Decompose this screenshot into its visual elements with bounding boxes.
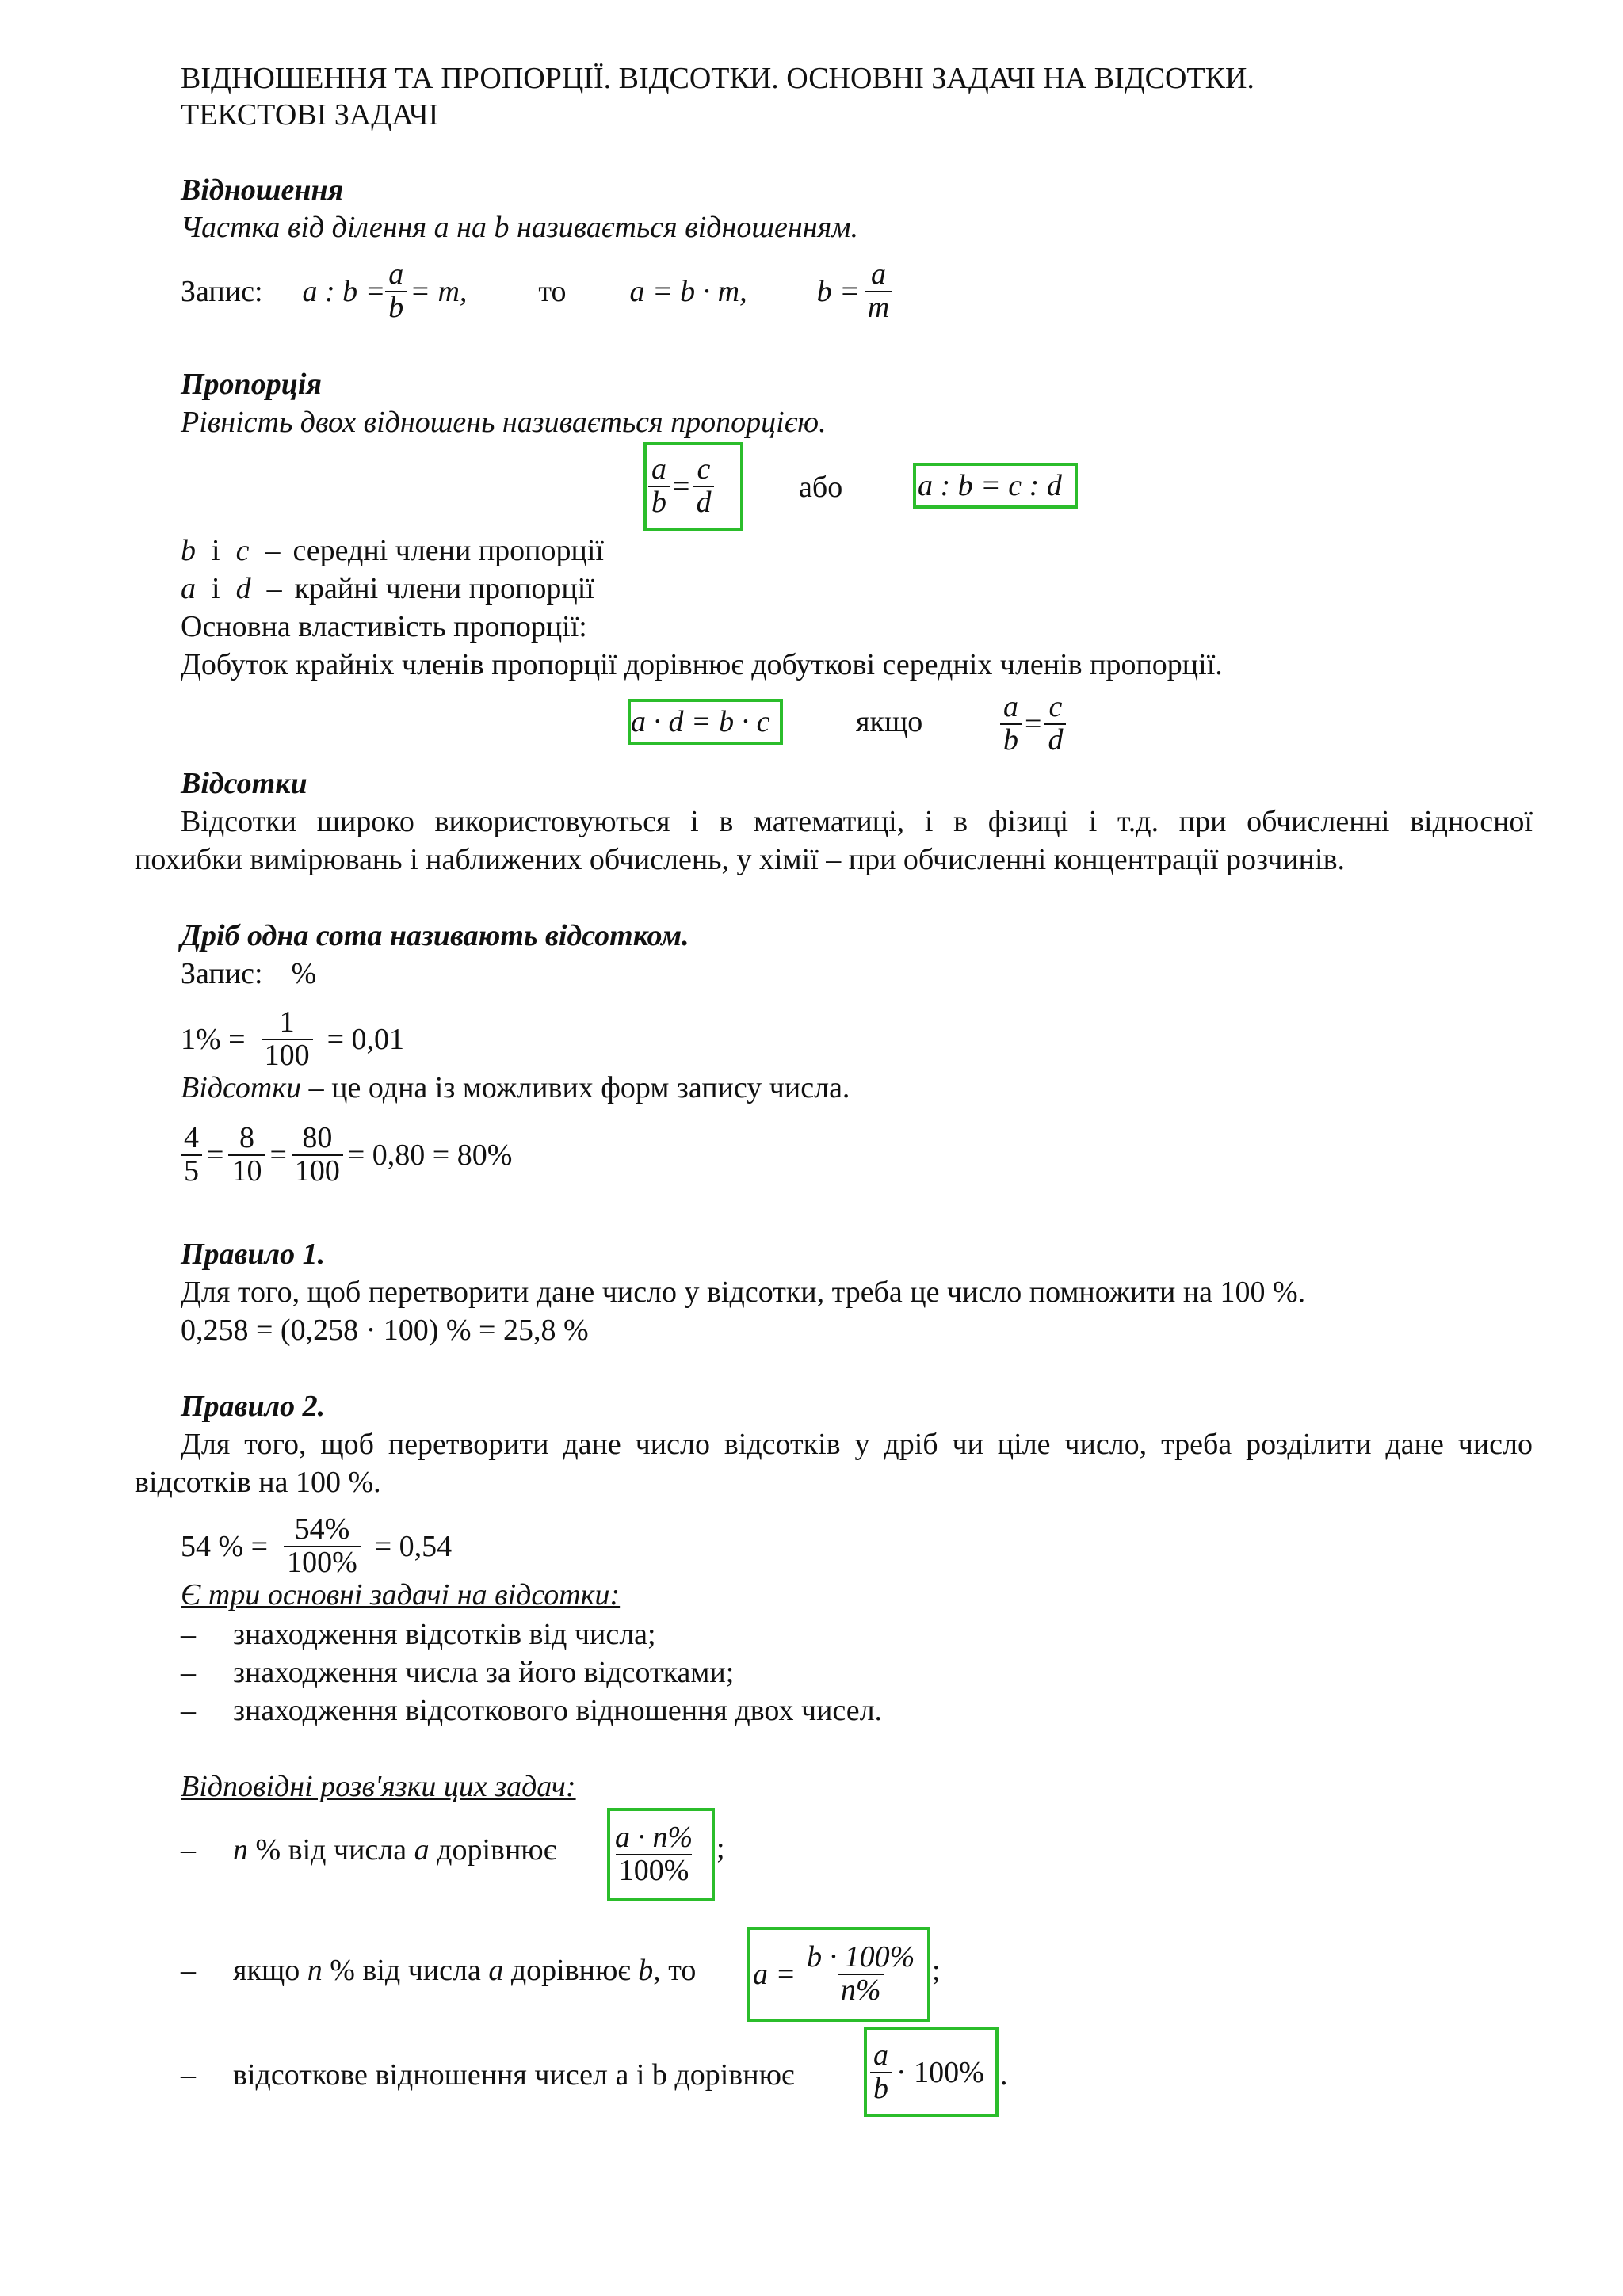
ratio-expr3: b =	[816, 275, 860, 308]
rule1-text: Для того, щоб перетворити дане число у відсотки, треба це число помножити на 100 %.	[181, 1276, 1306, 1309]
percent-form-sentence: Відсотки – це одна із можливих форм запису числа.	[181, 1071, 850, 1104]
solution-3-formula: $\frac{a}{b}$ · 100%	[870, 2033, 984, 2112]
percent-chain-formula: $\frac{4}{5}$ = $\frac{8}{10}$ = $\frac{80}{100}$ = 0,80 = 80%	[181, 1114, 512, 1196]
record-label: Запис:	[181, 275, 263, 308]
ratio-record	[181, 252, 892, 331]
proportion-fraction-form: $\frac{a}{b}$ = $\frac{c}{d}$	[648, 447, 714, 526]
ratio-expr1: a : b =	[302, 275, 386, 308]
percent-para-line2: похибки вимірювань і наближених обчислень, у хімії – при обчисленні концентрації розчинів.	[135, 843, 1346, 876]
percent-para-line1: Відсотки широко використовуються і в математиці, і в фізиці і т.д. при обчисленні відносної	[181, 805, 1533, 838]
proportion-colon-form: a : b = c : d	[918, 469, 1062, 502]
property-title: Основна властивість пропорції:	[181, 610, 587, 643]
ratio-then: то	[538, 275, 567, 308]
solution-2-end: ;	[932, 1954, 941, 1987]
ratio-definition: Частка від ділення a на b називається відношенням.	[181, 211, 859, 244]
solution-1-end: ;	[716, 1832, 725, 1865]
solution-3-text: – відсоткове відношення чисел a і b дорівнює	[181, 2058, 795, 2092]
solution-3-end: .	[1000, 2058, 1008, 2092]
ratio-fraction-b: $\frac{a}{m}$	[865, 259, 892, 324]
list-item: – знаходження числа за його відсотками;	[181, 1656, 735, 1689]
ratio-expr2: a = b · m,	[629, 275, 747, 308]
proportion-if-fraction: $\frac{a}{b}$ = $\frac{c}{d}$	[1000, 685, 1066, 764]
product-form: a · d = b · c	[631, 705, 770, 738]
rule2-example: 54 % = $\frac{54\%}{100\%}$ = 0,54	[181, 1512, 453, 1579]
rule1-heading: Правило 1.	[181, 1238, 326, 1271]
ratio-heading: Відношення	[181, 174, 344, 207]
list-item: – знаходження відсоткового відношення двох чисел.	[181, 1694, 883, 1727]
page-title-line2: ТЕКСТОВІ ЗАДАЧІ	[181, 98, 439, 132]
proportion-if: якщо	[856, 705, 923, 738]
solution-2-text: – якщо n % від числа a дорівнює b , то	[181, 1954, 697, 1987]
percent-symbol: %	[291, 957, 317, 990]
list-item: – знаходження відсотків від числа;	[181, 1618, 656, 1651]
percent-heading: Відсотки	[181, 767, 307, 800]
solutions-heading: Відповідні розв'язки цих задач:	[181, 1770, 576, 1803]
ratio-fraction: $\frac{a}{b}$	[385, 259, 407, 324]
rule2-line2: відсотків на 100 %.	[135, 1466, 381, 1499]
proportion-or: або	[799, 471, 843, 504]
solution-1-formula: $\frac{a \cdot n\%}{100\%}$	[615, 1821, 693, 1887]
percent-record: Запис: %	[181, 957, 317, 990]
rule1-example: 0,258 = (0,258 · 100) % = 25,8 %	[181, 1314, 589, 1347]
proportion-heading: Пропорція	[181, 368, 322, 401]
percent-definition: Дріб одна сота називають відсотком.	[181, 919, 689, 952]
extreme-terms-line: a і d – крайні члени пропорції	[181, 572, 594, 605]
ratio-eq-m: = m,	[410, 275, 468, 308]
proportion-definition: Рівність двох відношень називається пропорцією.	[181, 406, 827, 439]
solution-1-text: – n % від числа a дорівнює	[181, 1833, 557, 1867]
tasks-heading: Є три основні задачі на відсотки:	[181, 1578, 621, 1611]
middle-terms-line: b і c – середні члени пропорції	[181, 534, 604, 567]
page-title-line1: ВІДНОШЕННЯ ТА ПРОПОРЦІЇ. ВІДСОТКИ. ОСНОВНІ ЗАДАЧІ НА ВІДСОТКИ.	[181, 62, 1254, 95]
rule2-line1: Для того, щоб перетворити дане число відсотків у дріб чи ціле число, треба розділити дане число	[181, 1428, 1533, 1461]
solution-2-formula: a = $\frac{b \cdot 100\%}{n\%}$	[753, 1940, 915, 2007]
property-text: Добуток крайніх членів пропорції дорівнює добуткові середніх членів пропорції.	[181, 648, 1223, 681]
one-percent-formula: 1% = $\frac{1}{100}$ = 0,01	[181, 1005, 405, 1072]
rule2-heading: Правило 2.	[181, 1390, 326, 1423]
